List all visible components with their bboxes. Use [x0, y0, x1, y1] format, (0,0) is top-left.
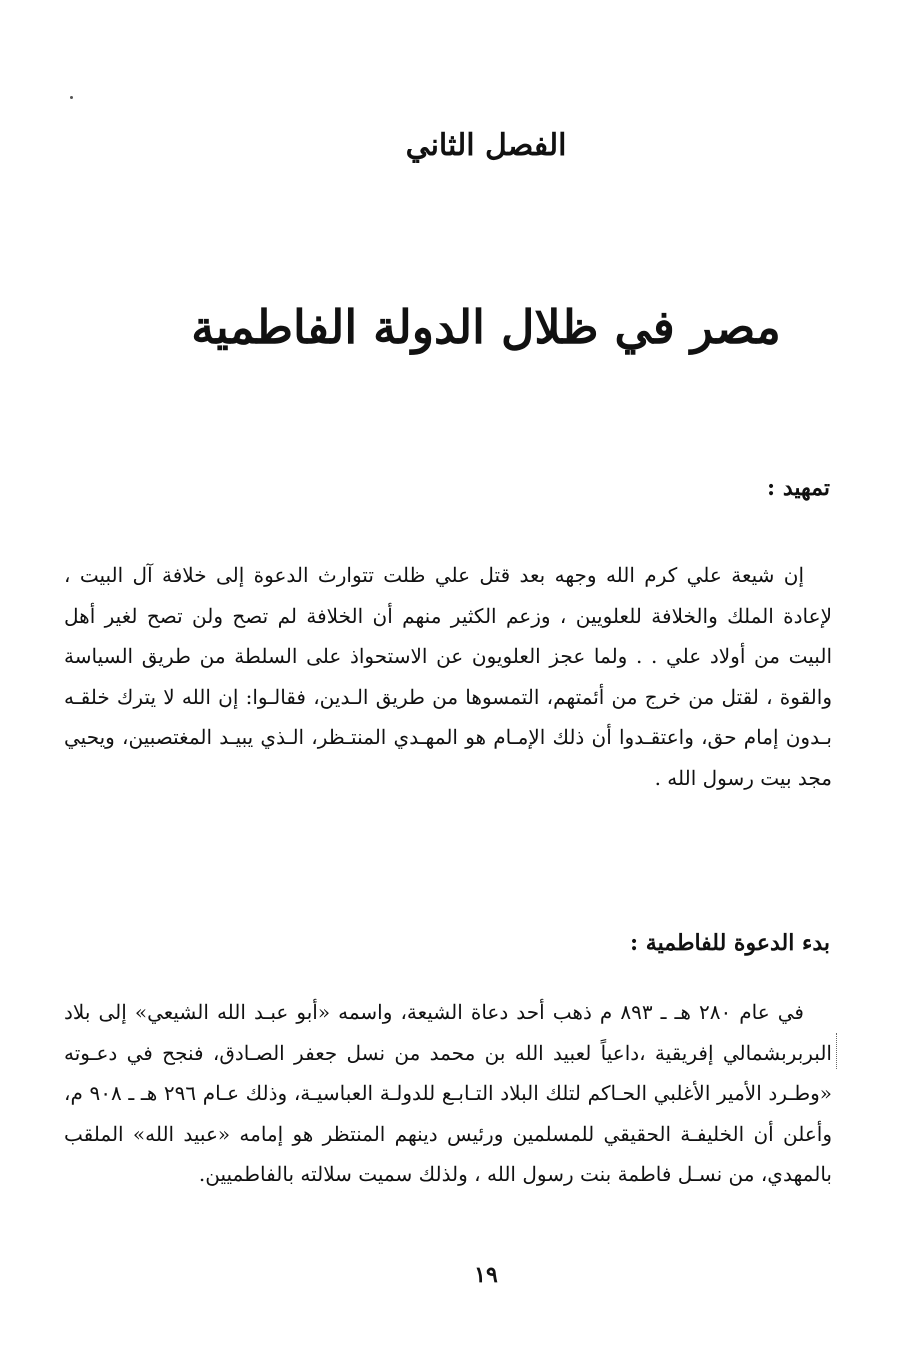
paragraph-intro	[64, 555, 832, 798]
paragraph-fatimid-call	[64, 992, 832, 1195]
chapter-label: الفصل الثاني	[405, 128, 567, 163]
page-number: ١٩	[474, 1262, 498, 1288]
chapter-title: مصر في ظلال الدولة الفاطمية	[191, 300, 781, 354]
paragraph-fatimid-call-text: في عام ٢٨٠ هـ ـ ٨٩٣ م ذهب أحد دعاة الشيعة، واسمه «أبو عبـد الله الشيعي» إلى بلاد البربربشمالي إفريقية ،داعياً لعبيد الله بن محمد من نسل جعفر الصـادق، فنجح في دعـوته «وطـرد الأمير الأغلبي الحـاكم لتلك البلاد التـابـع للدولـة العباسيـة، وذلك عـام ٢٩٦ هـ ـ ٩٠٨ م، وأعلن أن الخليفـة الحقيقي للمسلمين ورئيس دينهم المنتظر هو إمامه «عبيد الله» الملقب بالمهدي، من نسـل فاطمة بنت رسول الله ، ولذلك سميت سلالته بالفاطميين.	[64, 1000, 833, 1186]
paragraph-intro-text: إن شيعة علي كرم الله وجهه بعد قتل علي ظلت تتوارث الدعوة إلى خلافة آل البيت ، لإعادة الملك والخلافة للعلويين ، وزعم الكثير منهم أن الخلافة لم تصح ولن تصح لغير أهل البيت من أولاد علي . . ولما عجز العلويون عن الاستحواذ على السلطة من طريق السياسة والقوة ، لقتل من خرج من أئمتهم، التمسوها من طريق الـدين، فقالـوا: إن الله لا يترك خلقـه بـدون إمام حق، واعتقـدوا أن ذلك الإمـام هو المهـدي المنتـظر، الـذي يبيـد المغتصبين، ويحيي مجد بيت رسول الله .	[64, 563, 832, 790]
scan-speck	[70, 96, 73, 99]
section-heading-intro: تمهيد :	[767, 475, 830, 501]
section-heading-fatimid-call: بدء الدعوة للفاطمية :	[630, 930, 830, 956]
margin-mark	[836, 1033, 839, 1069]
